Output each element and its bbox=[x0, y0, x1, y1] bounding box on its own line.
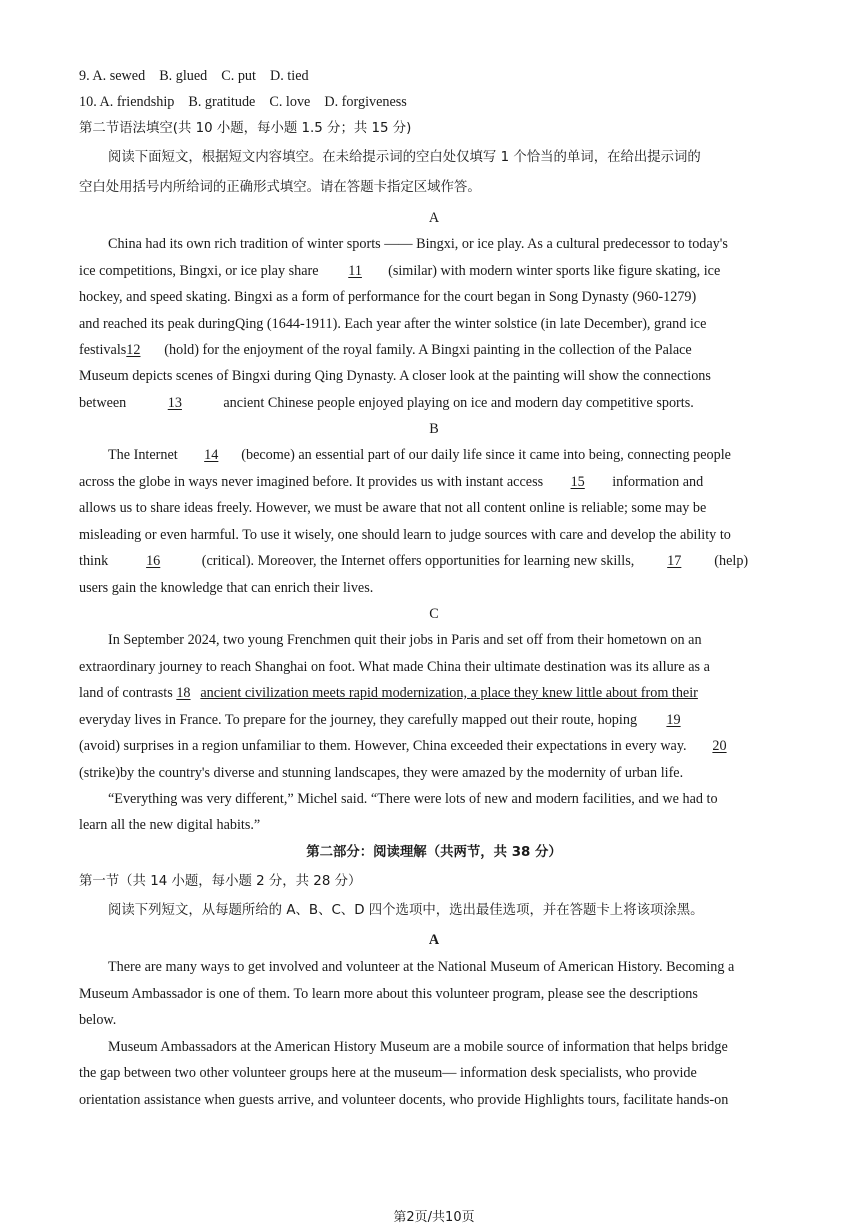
text: across the globe in ways never imagined before. It provides us with instant access bbox=[79, 474, 547, 490]
passage-line: users gain the knowledge that can enrich their lives. bbox=[79, 580, 374, 596]
passage-label: A bbox=[428, 210, 440, 226]
text: (hold) for the enjoyment of the royal family. A Bingxi painting in the collection of the Palace bbox=[164, 342, 692, 358]
text: think bbox=[79, 553, 109, 569]
text: ancient civilization meets rapid modernization, a place they knew little about from their bbox=[200, 685, 698, 701]
blank-15: 15 bbox=[570, 474, 585, 490]
passage-line: China had its own rich tradition of winter sports —— Bingxi, or ice play. As a cultural predecessor to today's bbox=[108, 236, 728, 252]
option-a: 10. A. friendship bbox=[79, 94, 175, 110]
passage-line: There are many ways to get involved and volunteer at the National Museum of American History. Becoming a bbox=[108, 959, 735, 975]
option-d: D. forgiveness bbox=[324, 94, 407, 110]
blank-17: 17 bbox=[667, 553, 682, 569]
option-c: C. love bbox=[269, 94, 311, 110]
text: information and bbox=[608, 474, 704, 490]
question-9-options bbox=[79, 66, 323, 86]
passage-line bbox=[79, 472, 703, 492]
text: everyday lives in France. To prepare for the journey, they carefully mapped out their route, hoping bbox=[79, 712, 641, 728]
text: land of contrasts bbox=[79, 685, 177, 701]
blank-16: 16 bbox=[146, 553, 161, 569]
passage-line: extraordinary journey to reach Shanghai on foot. What made China their ultimate destination was its allure as a bbox=[79, 659, 710, 675]
blank-20: 20 bbox=[712, 738, 727, 754]
blank-14: 14 bbox=[204, 447, 219, 463]
question-10-options bbox=[79, 92, 421, 112]
option-d: D. tied bbox=[269, 68, 309, 84]
passage-line bbox=[79, 340, 692, 360]
text: between bbox=[79, 395, 130, 411]
passage-line bbox=[79, 736, 727, 756]
passage-line bbox=[79, 710, 681, 730]
blank-18: 18 bbox=[176, 685, 191, 701]
instructions-line: 阅读下列短文，从每题所给的 A、B、C、D 四个选项中，选出最佳选项，并在答题卡上将该项涂黑。 bbox=[108, 903, 704, 918]
passage-line: below. bbox=[79, 1012, 117, 1028]
passage-line: (strike)by the country's diverse and stunning landscapes, they were amazed by the modernity of urban life. bbox=[79, 765, 684, 781]
section-heading: 第二节语法填空(共 10 小题，每小题 1.5 分；共 15 分) bbox=[79, 121, 412, 136]
text: The Internet bbox=[108, 447, 182, 463]
blank-12: 12 bbox=[126, 342, 141, 358]
text: (become) an essential part of our daily life since it came into being, connecting people bbox=[241, 447, 731, 463]
blank-13: 13 bbox=[167, 395, 182, 411]
passage-line: hockey, and speed skating. Bingxi as a form of performance for the court began in Song Dynasty (960-1279) bbox=[79, 289, 697, 305]
blank-11: 11 bbox=[348, 263, 362, 279]
passage-line bbox=[79, 393, 694, 413]
passage-line bbox=[108, 445, 731, 465]
text: festivals bbox=[79, 342, 127, 358]
text: (critical). Moreover, the Internet offers opportunities for learning new skills, bbox=[198, 553, 635, 569]
option-c: C. put bbox=[221, 68, 256, 84]
instructions-line: 空白处用括号内所给词的正确形式填空。请在答题卡指定区域作答。 bbox=[79, 180, 481, 195]
passage-line: Museum Ambassadors at the American History Museum are a mobile source of information that helps bridge bbox=[108, 1039, 728, 1055]
blank-19: 19 bbox=[666, 712, 681, 728]
passage-line: Museum Ambassador is one of them. To learn more about this volunteer program, please see the descriptions bbox=[79, 986, 698, 1002]
passage-label: C bbox=[429, 606, 439, 622]
text: ice competitions, Bingxi, or ice play share bbox=[79, 263, 323, 279]
text: (similar) with modern winter sports like figure skating, ice bbox=[388, 263, 721, 279]
passage-line bbox=[79, 683, 698, 703]
passage-line: misleading or even harmful. To use it wisely, one should learn to judge sources with care and develop the ability to bbox=[79, 527, 731, 543]
passage-line: and reached its peak duringQing (1644-1911). Each year after the winter solstice (in late December), grand ice bbox=[79, 316, 707, 332]
text: (avoid) surprises in a region unfamiliar to them. However, China exceeded their expectations in every way. bbox=[79, 738, 687, 754]
section-heading: 第一节（共 14 小题，每小题 2 分，共 28 分） bbox=[79, 874, 362, 889]
option-b: B. glued bbox=[159, 68, 208, 84]
passage-line: In September 2024, two young Frenchmen quit their jobs in Paris and set off from their hometown on an bbox=[108, 632, 702, 648]
part-heading: 第二部分：阅读理解（共两节，共 38 分） bbox=[306, 845, 562, 860]
page-number: 第2页/共10页 bbox=[393, 1210, 475, 1225]
option-b: B. gratitude bbox=[188, 94, 256, 110]
passage-line: “Everything was very different,” Michel said. “There were lots of new and modern facilities, and we had to bbox=[108, 791, 718, 807]
text: (help) bbox=[714, 553, 749, 569]
passage-line: allows us to share ideas freely. However, we must be aware that not all content online is reliable; some may be bbox=[79, 500, 707, 516]
passage-line: Museum depicts scenes of Bingxi during Qing Dynasty. A closer look at the painting will show the connections bbox=[79, 368, 711, 384]
passage-label: A bbox=[428, 932, 440, 948]
instructions-line: 阅读下面短文，根据短文内容填空。在未给提示词的空白处仅填写 1 个恰当的单词，在给出提示词的 bbox=[108, 150, 701, 165]
option-a: 9. A. sewed bbox=[79, 68, 146, 84]
text: ancient Chinese people enjoyed playing on ice and modern day competitive sports. bbox=[219, 395, 694, 411]
passage-line bbox=[79, 551, 748, 571]
passage-line: orientation assistance when guests arrive, and volunteer docents, who provide Highlights tours, facilitate hands-on bbox=[79, 1092, 729, 1108]
passage-line: learn all the new digital habits.” bbox=[79, 817, 261, 833]
passage-label: B bbox=[429, 421, 439, 437]
passage-line bbox=[79, 261, 720, 281]
passage-line: the gap between two other volunteer groups here at the museum— information desk specialists, who provide bbox=[79, 1065, 697, 1081]
